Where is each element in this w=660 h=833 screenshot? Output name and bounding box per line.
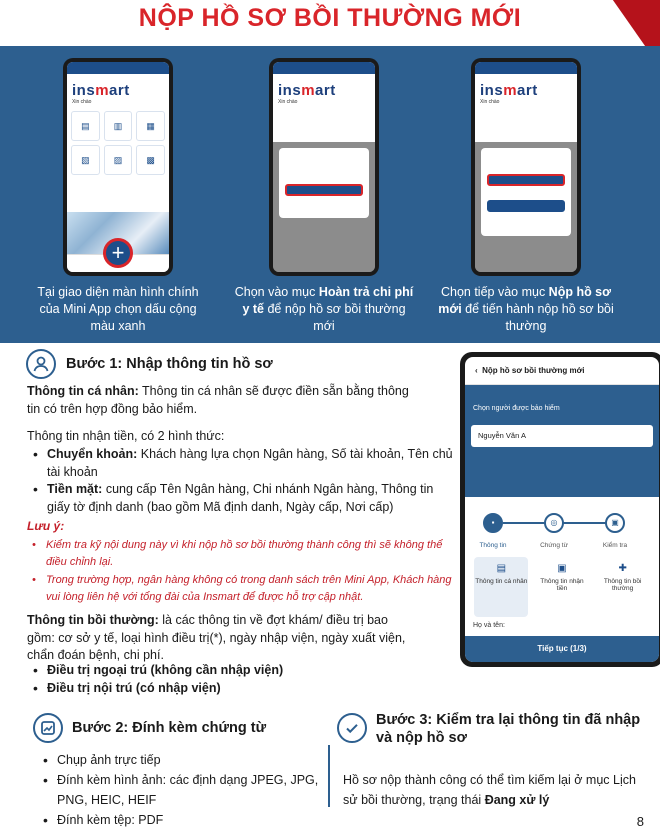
- wallet-icon: ▣: [557, 563, 567, 574]
- step-label: Kiểm tra: [602, 542, 628, 549]
- insured-selector: [465, 385, 659, 497]
- greeting: Xin chào: [72, 99, 92, 105]
- band-caption-2: Chọn vào mục Hoàn trả chi phí y tế để nộp hồ sơ bồi thường mới: [234, 285, 414, 333]
- band-step-2: [234, 58, 414, 335]
- note-title: Lưu ý:: [27, 519, 65, 533]
- name-label: Họ và tên:: [473, 622, 505, 629]
- insmart-logo: insmart: [480, 82, 538, 99]
- claim-modal: [481, 148, 571, 236]
- list-item: • Tiền mặt: cung cấp Tên Ngân hàng, Chi nhánh Ngân hàng, Thông tin giấy tờ định danh (bao gồm Mã định danh, Ngày cấp, Nơi cấp): [27, 481, 457, 516]
- step1-title: Bước 1: Nhập thông tin hồ sơ: [66, 356, 273, 372]
- attachment-list: [37, 750, 322, 830]
- hand-money-icon: ✚: [618, 563, 627, 574]
- notes-list: [27, 537, 455, 607]
- note-item: • Kiểm tra kỹ nội dung này vì khi nộp hồ sơ bồi thường thành công thì sẽ không thể điều chỉnh lại.: [27, 537, 455, 570]
- note-item: • Trong trường hợp, ngân hàng không có trong danh sách trên Mini App, Khách hàng vui lòng liên hệ với tổng đài của Insmart để được hỗ trợ cập nhật.: [27, 572, 455, 605]
- list-item: • Chụp ảnh trực tiếp: [37, 750, 322, 770]
- new-claim-option-highlight: [487, 174, 565, 186]
- step3-text: Hồ sơ nộp thành công có thể tìm kiếm lại ở mục Lịch sử bồi thường, trạng thái Đang xử lý: [343, 773, 636, 807]
- step-label: Chứng từ: [540, 542, 568, 549]
- reimburse-option-highlight: [285, 184, 363, 196]
- tab-payment: ▣ Thông tin nhận tiền: [535, 557, 589, 617]
- step2-title: Bước 2: Đính kèm chứng từ: [72, 720, 267, 736]
- plus-button-icon: +: [103, 238, 133, 268]
- menu-tile-icon: ▨: [104, 145, 133, 175]
- section-divider: [328, 745, 330, 807]
- band-step-1: [28, 58, 208, 335]
- money-options-list: [27, 446, 457, 516]
- band-caption-1: Tại giao diện màn hình chính của Mini App chọn dấu cộng màu xanh: [37, 285, 199, 333]
- menu-tile-icon: ▩: [136, 145, 165, 175]
- menu-tile-icon: ▧: [71, 145, 100, 175]
- treatment-types-list: [27, 662, 427, 697]
- list-item: • Chuyển khoản: Khách hàng lựa chọn Ngân hàng, Số tài khoản, Tên chủ tài khoản: [27, 446, 457, 481]
- service-modal: [279, 148, 369, 218]
- form-header: ‹ Nộp hồ sơ bồi thường mới: [465, 357, 659, 385]
- insured-select: Nguyễn Văn A: [471, 425, 653, 447]
- supplement-option: [487, 200, 565, 212]
- phone-screenshot-form: [460, 352, 660, 667]
- menu-tile-icon: ▥: [104, 111, 133, 141]
- tab-claim: ✚ Thông tin bồi thường: [596, 557, 650, 617]
- app-bar: [475, 62, 577, 74]
- phone-screenshot-home: [63, 58, 173, 276]
- list-item: • Điều trị nội trú (có nhập viện): [27, 680, 427, 698]
- band-caption-3: Chọn tiếp vào mục Nộp hồ sơ mới để tiến hành nộp hồ sơ bồi thường: [438, 285, 614, 333]
- app-bar: [67, 62, 169, 74]
- info-tabs: [471, 557, 653, 617]
- insmart-logo: insmart: [72, 82, 130, 99]
- greeting: Xin chào: [278, 99, 298, 105]
- menu-tile-icon: ▤: [71, 111, 100, 141]
- step-info-icon: ▪: [483, 513, 503, 533]
- list-item: • Điều trị ngoại trú (không cần nhập viện): [27, 662, 427, 680]
- progress-steps: [465, 497, 659, 547]
- claim-info-text: Thông tin bồi thường: là các thông tin về đợt khám/ điều trị bao gồm: cơ sở y tế, loại hình điều trị(*), ngày nhập viện, ngày xuất viện, chẩn đoán bệnh, chi phí.: [27, 613, 406, 662]
- document-icon: ▤: [496, 563, 507, 574]
- step3-title: Bước 3: Kiểm tra lại thông tin đã nhập và nộp hồ sơ: [376, 712, 641, 746]
- greeting: Xin chào: [480, 99, 500, 105]
- step-docs-icon: ◎: [544, 513, 564, 533]
- insured-label: Chọn người được bảo hiểm: [473, 405, 560, 412]
- attachment-icon: [33, 713, 63, 743]
- phone-screenshot-new-claim: [471, 58, 581, 276]
- check-circle-icon: [337, 713, 367, 743]
- list-item: • Đính kèm hình ảnh: các định dạng JPEG, JPG, PNG, HEIC, HEIF: [37, 770, 322, 810]
- list-item: • Đính kèm tệp: PDF: [37, 810, 322, 830]
- user-icon: [26, 349, 56, 379]
- insmart-logo: insmart: [278, 82, 336, 99]
- tab-personal: ▤ Thông tin cá nhân: [474, 557, 528, 617]
- step-check-icon: ▣: [605, 513, 625, 533]
- steps-band: [0, 46, 660, 343]
- phone-screenshot-service: [269, 58, 379, 276]
- page-title: NỘP HỒ SƠ BỒI THƯỜNG MỚI: [138, 4, 522, 32]
- money-intro: Thông tin nhận tiền, có 2 hình thức:: [27, 429, 225, 443]
- continue-button: Tiếp tục (1/3): [465, 636, 659, 662]
- band-step-3: [436, 58, 616, 335]
- menu-tiles: [67, 105, 169, 181]
- page-number: 8: [636, 814, 644, 829]
- step-label: Thông tin: [479, 542, 507, 549]
- app-bar: [273, 62, 375, 74]
- menu-tile-icon: ▦: [136, 111, 165, 141]
- personal-info-text: Thông tin cá nhân: Thông tin cá nhân sẽ được điền sẵn bằng thông tin có trên hợp đồng bảo hiểm.: [27, 384, 409, 416]
